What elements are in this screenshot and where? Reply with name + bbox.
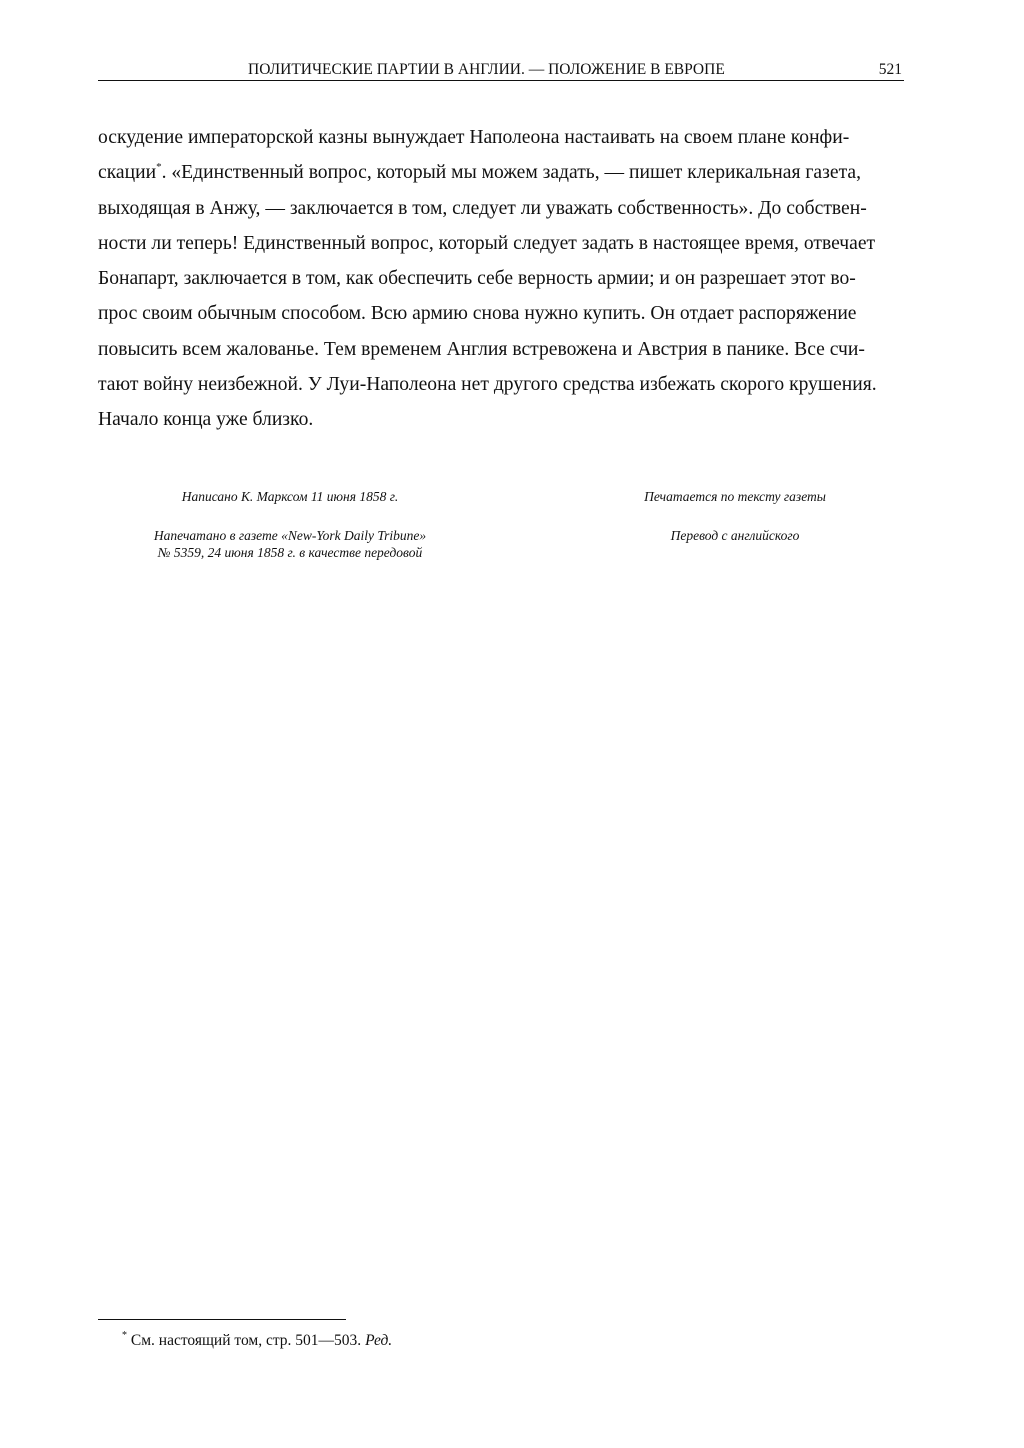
body-line: оскудение императорской казны вынуждает Наполеона настаивать на своем плане конфи- [98, 127, 850, 148]
body-line: Начало конца уже близко. [98, 409, 314, 431]
colophon-left [100, 488, 480, 561]
source-note: Печатается по тексту газеты [644, 489, 826, 504]
printed-note-line1: Напечатано в газете «New-York Daily Tribune» [153, 528, 427, 543]
body-line: Бонапарт, заключается в том, как обеспечить себе верность армии; и он разрешает этот во- [98, 268, 856, 290]
footnote-editor-mark: Ред. [365, 1332, 393, 1349]
footnote-text: См. настоящий том, стр. 501—503. [127, 1332, 366, 1349]
footnote-marker-bottom: * [122, 1330, 127, 1341]
running-header-title: ПОЛИТИЧЕСКИЕ ПАРТИИ В АНГЛИИ. — ПОЛОЖЕНИЕ В ЕВРОПЕ [248, 61, 725, 78]
running-header [98, 60, 904, 81]
body-text [98, 120, 926, 438]
translation-note: Перевод с английского [670, 528, 800, 543]
page-number: 521 [878, 61, 902, 78]
body-line: выходящая в Анжу, — заключается в том, следует ли уважать собственность». До собствен- [98, 197, 867, 219]
footnote [122, 1331, 392, 1351]
colophon-right [560, 488, 910, 544]
body-line: ности ли теперь! Единственный вопрос, который следует задать в настоящее время, отвечает [98, 232, 876, 254]
body-line: скации*. «Единственный вопрос, который мы можем задать, — пишет клерикальная газета, [98, 161, 861, 184]
footnote-divider [98, 1319, 346, 1320]
written-note: Написано К. Марксом 11 июня 1858 г. [181, 489, 399, 504]
body-line: повысить всем жалованье. Тем временем Англия встревожена и Австрия в панике. Все счи- [98, 338, 865, 360]
body-line: прос своим обычным способом. Всю армию снова нужно купить. Он отдает распоряжение [98, 303, 857, 325]
footnote-marker[interactable]: * [156, 161, 162, 174]
body-line: тают войну неизбежной. У Луи-Наполеона нет другого средства избежать скорого крушения. [98, 374, 877, 396]
printed-note-line2: № 5359, 24 июня 1858 г. в качестве передовой [157, 545, 423, 560]
